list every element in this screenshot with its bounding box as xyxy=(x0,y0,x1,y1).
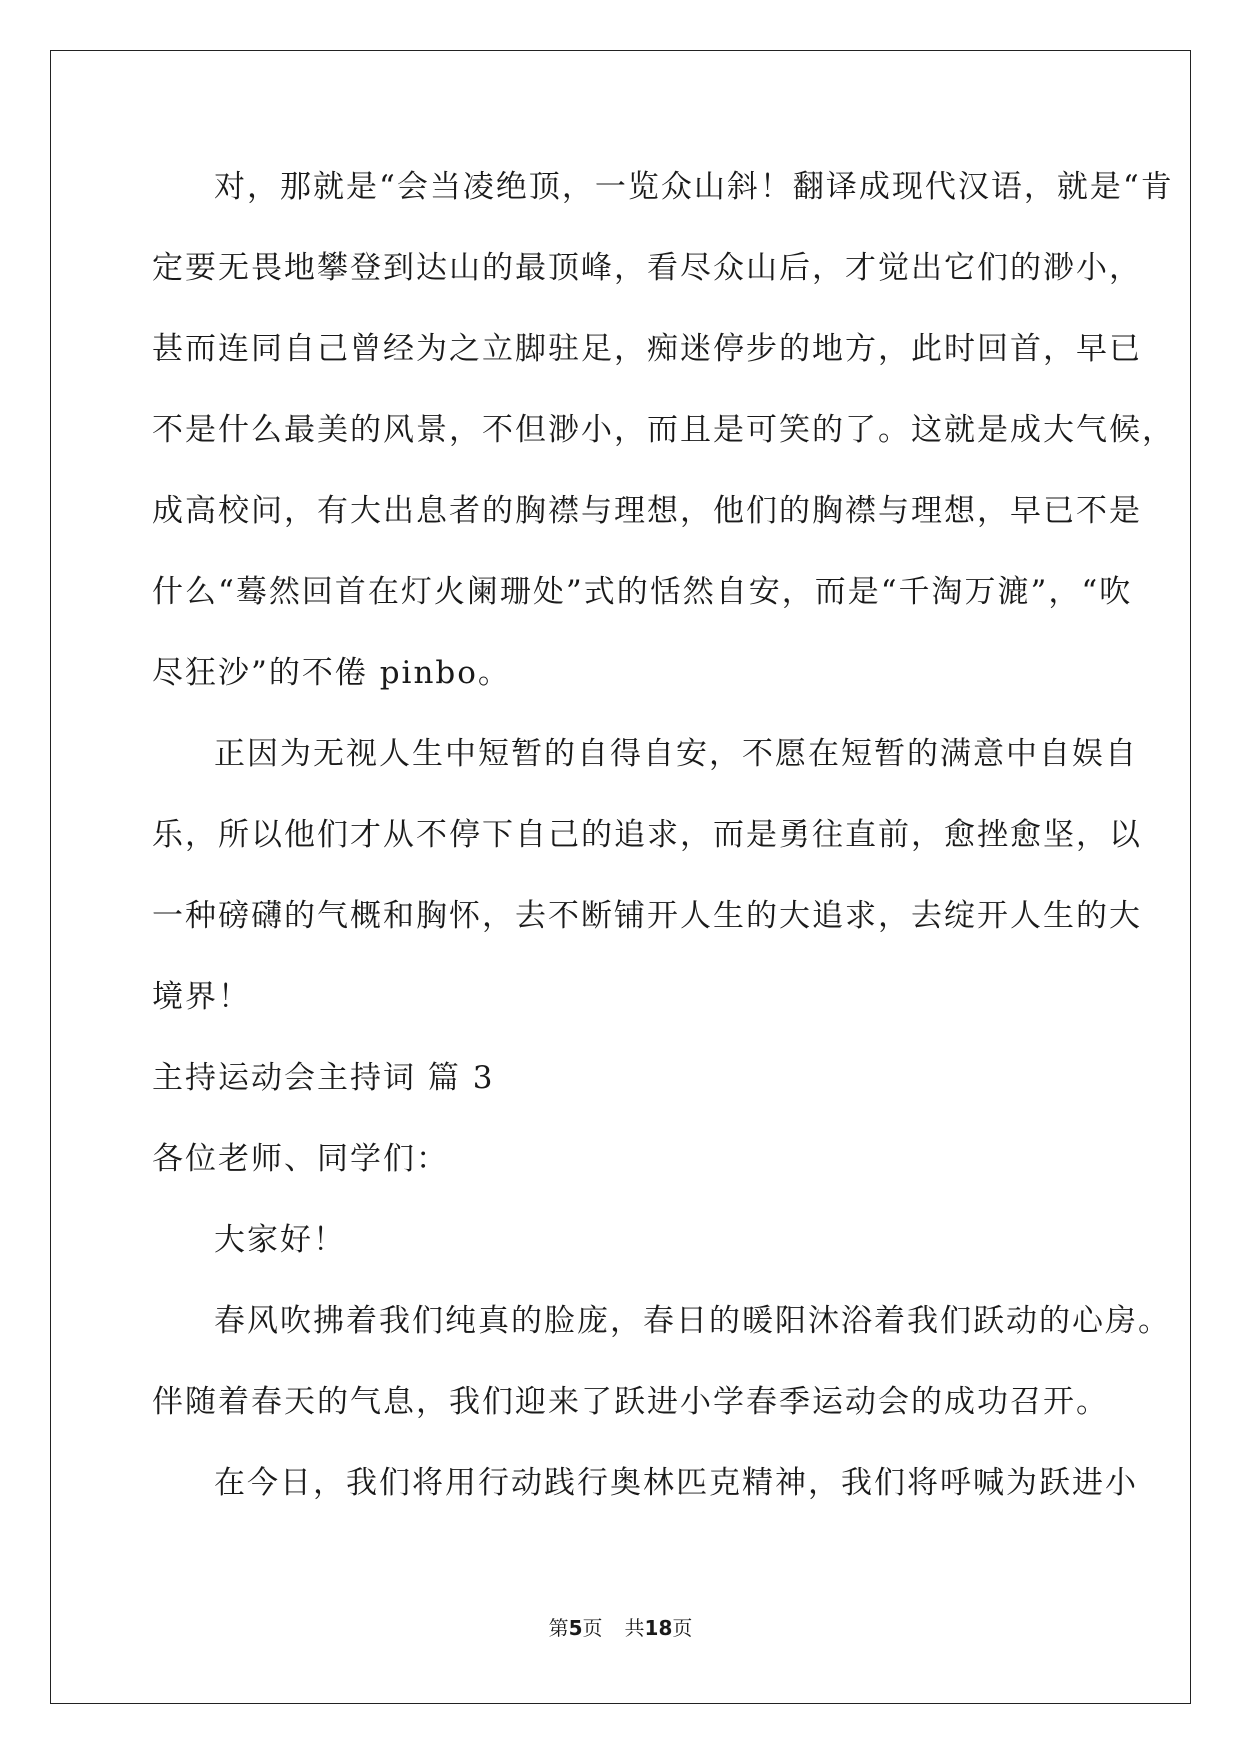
paragraph-line: 春风吹拂着我们纯真的脸庞，春日的暖阳沐浴着我们跃动的心房。 xyxy=(214,1303,1171,1339)
paragraph-line: 尽狂沙”的不倦 pinbo。 xyxy=(152,655,511,691)
footer-total-suffix: 页 xyxy=(672,1616,693,1640)
total-pages: 18 xyxy=(644,1616,673,1640)
paragraph-line: 不是什么最美的风景，不但渺小，而且是可笑的了。这就是成大气候， xyxy=(152,412,1175,448)
paragraph-line: 甚而连同自己曾经为之立脚驻足，痴迷停步的地方，此时回首，早已 xyxy=(152,331,1142,367)
paragraph-line: 正因为无视人生中短暂的自得自安，不愿在短暂的满意中自娱自 xyxy=(214,736,1138,772)
paragraph-line: 乐，所以他们才从不停下自己的追求，而是勇往直前，愈挫愈坚，以 xyxy=(152,817,1142,853)
greeting: 大家好！ xyxy=(214,1222,346,1258)
paragraph-line: 成高校问，有大出息者的胸襟与理想，他们的胸襟与理想，早已不是 xyxy=(152,493,1142,529)
paragraph-line: 什么“蓦然回首在灯火阑珊处”式的恬然自安，而是“千淘万漉”，“吹 xyxy=(152,574,1133,610)
footer-prefix: 第 xyxy=(548,1616,569,1640)
paragraph-line: 一种磅礴的气概和胸怀，去不断铺开人生的大追求，去绽开人生的大 xyxy=(152,898,1142,934)
page-number: 5 xyxy=(568,1616,583,1640)
salutation: 各位老师、同学们： xyxy=(152,1141,449,1177)
footer-page-suffix: 页 xyxy=(582,1616,603,1640)
paragraph-line: 在今日，我们将用行动践行奥林匹克精神，我们将呼喊为跃进小 xyxy=(214,1465,1138,1501)
document-body xyxy=(152,164,1175,1541)
page-footer xyxy=(0,1612,1241,1641)
section-heading: 主持运动会主持词 篇 3 xyxy=(152,1060,495,1096)
paragraph-line: 对，那就是“会当凌绝顶，一览众山斜！翻译成现代汉语，就是“肯 xyxy=(214,169,1174,205)
footer-total-prefix: 共 xyxy=(624,1616,645,1640)
paragraph-line: 伴随着春天的气息，我们迎来了跃进小学春季运动会的成功召开。 xyxy=(152,1384,1109,1420)
paragraph-line: 定要无畏地攀登到达山的最顶峰，看尽众山后，才觉出它们的渺小， xyxy=(152,250,1142,286)
paragraph-line: 境界！ xyxy=(152,979,251,1015)
